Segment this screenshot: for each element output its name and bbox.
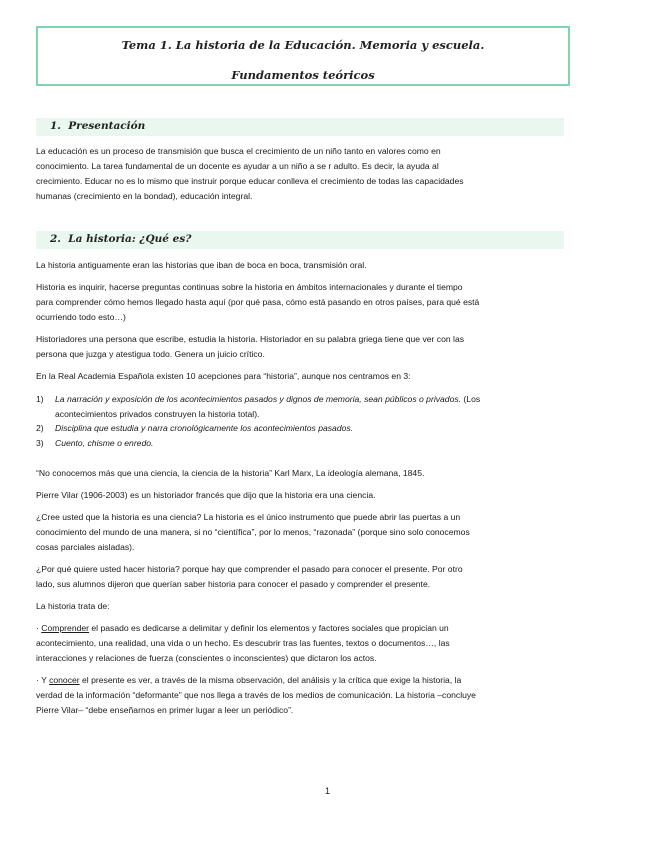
text-line: persona que juzga y atestigua todo. Genera un juicio crítico.	[36, 349, 265, 359]
paragraph-porque	[36, 562, 556, 592]
paragraph-trata	[36, 599, 556, 614]
presentation-paragraph	[36, 144, 556, 204]
text-line: verdad de la información “deformante” que nos llega a través de los medios de comunicación. La historia –concluye	[36, 690, 476, 700]
paragraph-conocer	[36, 673, 556, 718]
list-text: La narración y exposición de los acontecimientos pasados y dignos de memoria, sean públicos o privados.	[55, 394, 462, 404]
list-text-tail: (Los	[461, 394, 481, 404]
text-line: acontecimiento, una realidad, una vida o un hecho. Es descubrir tras las fuentes, textos o documentos…, las	[36, 638, 450, 648]
section-title: La historia: ¿Qué es?	[68, 233, 192, 245]
text-line: conocimiento. La tarea fundamental de un docente es ayudar a un niño a se r adulto. Es decir, la ayuda al	[36, 161, 439, 171]
list-item	[36, 421, 556, 436]
text-line: para comprender cómo hemos llegado hasta aquí (por qué pasa, cómo está pasando en otros países, para qué está	[36, 297, 480, 307]
section-heading-presentacion	[36, 118, 564, 136]
list-text-continuation: acontecimientos privados construyen la historia total).	[55, 408, 260, 419]
text-line: La historia antiguamente eran las historias que iban de boca en boca, transmisión oral.	[36, 260, 367, 270]
text-line: Pierre Vilar (1906-2003) es un historiador francés que dijo que la historia era una ciencia.	[36, 490, 376, 500]
paragraph-oral	[36, 258, 556, 273]
text-segment: el pasado es dedicarse a delimitar y definir los elementos y factores sociales que propician un	[89, 623, 449, 633]
text-line: Historia es inquirir, hacerse preguntas continuas sobre la historia en ámbitos internacionales y durante el tiempo	[36, 282, 463, 292]
list-number: 3)	[36, 437, 44, 448]
paragraph-historiador	[36, 332, 556, 362]
definitions-list	[36, 392, 556, 450]
text-line: Historiadores una persona que escribe, estudia la historia. Historiador en su palabra griega tiene que ver con las	[36, 334, 465, 344]
title-box	[36, 26, 570, 86]
text-line: La educación es un proceso de transmisión que busca el crecimiento de un niño tanto en valores como en	[36, 146, 441, 156]
page-number: 1	[324, 786, 330, 796]
quote-marx	[36, 466, 556, 481]
list-number: 1)	[36, 394, 44, 404]
paragraph-rae	[36, 369, 556, 384]
paragraph-ciencia	[36, 510, 556, 555]
bullet: · Y	[36, 675, 50, 685]
section-heading-historia	[36, 231, 564, 249]
text-line: crecimiento. Educar no es lo mismo que instruir porque educar conlleva el crecimiento de todas las capacidades	[36, 176, 464, 186]
list-item	[36, 436, 556, 451]
text-line: ¿Por qué quiere usted hacer historia? porque hay que comprender el pasado para conocer el presente. Por otro	[36, 564, 463, 574]
section-number: 1.	[50, 120, 61, 132]
list-item	[36, 392, 556, 421]
bullet: ·	[36, 623, 42, 633]
list-number: 2)	[36, 423, 44, 433]
paragraph-vilar	[36, 488, 556, 503]
text-line: La historia trata de:	[36, 601, 110, 611]
document-title: Tema 1. La historia de la Educación. Memoria y escuela.	[121, 38, 485, 52]
paragraph-comprender	[36, 621, 556, 666]
text-line: ¿Cree usted que la historia es una ciencia? La historia es el único instrumento que puede abrir las puertas a un	[36, 512, 461, 522]
text-line: ocurriendo todo esto…)	[36, 312, 126, 322]
paragraph-inquirir	[36, 280, 556, 325]
text-line: interacciones y relaciones de fuerza (conscientes o inconscientes) que dictaron los actos.	[36, 653, 377, 663]
section-title: Presentación	[68, 120, 146, 132]
section-number: 2.	[50, 233, 61, 245]
document-subtitle: Fundamentos teóricos	[231, 68, 375, 82]
text-line: En la Real Academia Española existen 10 acepciones para “historia”, aunque nos centramos en 3:	[36, 371, 411, 381]
list-text: Cuento, chisme o enredo.	[55, 437, 154, 448]
text-segment: el presente es ver, a través de la misma observación, del análisis y la crítica que exige la historia, la	[79, 675, 462, 685]
list-text: Disciplina que estudia y narra cronológicamente los acontecimientos pasados.	[55, 423, 354, 433]
text-line: Pierre Vilar– “debe enseñarnos en primer lugar a leer un periódico”.	[36, 705, 294, 715]
text-line: “No conocemos más que una ciencia, la ciencia de la historia” Karl Marx, La ideología alemana, 1845.	[36, 468, 425, 478]
keyword-underlined: conocer	[49, 675, 80, 685]
keyword-underlined: Comprender	[41, 623, 90, 633]
text-line: conocimiento del mundo de una manera, si no “científica”, por lo menos, “razonada” (porque sino solo conocemos	[36, 527, 470, 537]
text-line: lado, sus alumnos dijeron que querían saber historia para conocer el pasado y comprender el presente.	[36, 579, 431, 589]
text-line: cosas parciales aisladas).	[36, 542, 135, 552]
text-line: humanas (crecimiento en la bondad), educación integral.	[36, 191, 253, 201]
